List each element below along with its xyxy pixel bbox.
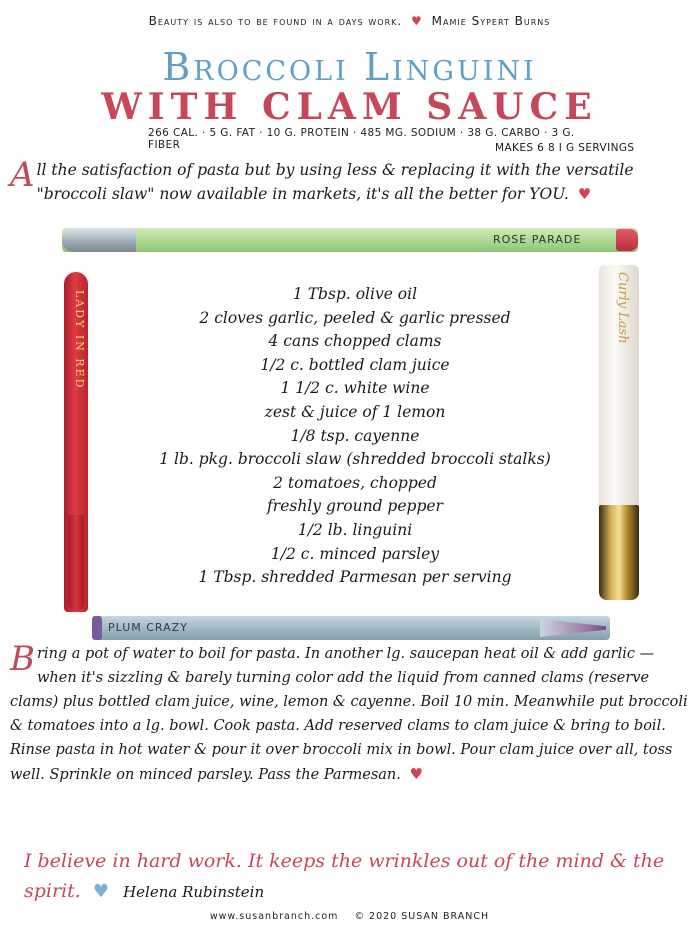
nutrition-info: 266 CAL. · 5 G. FAT · 10 G. PROTEIN · 485 MG. SODIUM · 38 G. CARBO · 3 G. FIBER <box>148 127 575 151</box>
directions-text: ring a pot of water to boil for pasta. In another lg. saucepan heat oil & add garlic — when it's sizzling & barely turning color add the liquid from canned clams (reserve clams) plus bottled clam juice, wine, lemon & cayenne. Boil 10 min. Meanwhile put broccoli & tomatoes into a lg. bowl. Cook pasta. Add reserved clams to clam juice & bring to boil. Rinse pasta in hot water & pour it over broccoli mix in bowl. Pour clam juice over all, toss well. Sprinkle on minced parsley. Pass the Parmesan. <box>10 646 688 783</box>
red-pencil-label: LADY IN RED <box>73 290 86 390</box>
intro-paragraph <box>10 155 690 206</box>
ingredient-item: 1/2 c. bottled clam juice <box>260 355 450 374</box>
ingredient-item: zest & juice of 1 lemon <box>264 402 446 421</box>
top-quote <box>0 14 699 28</box>
red-pencil-tip <box>68 515 84 611</box>
heart-icon: ♥ <box>411 14 423 28</box>
ingredient-item: 1 lb. pkg. broccoli slaw (shredded broccoli stalks) <box>159 450 551 469</box>
mascara-label: Curly Lash <box>615 272 630 344</box>
green-pencil-tip <box>616 229 638 251</box>
ingredient-item: 1/2 lb. linguini <box>297 520 413 539</box>
ingredient-list <box>120 283 590 590</box>
ingredient-item: 2 tomatoes, chopped <box>273 473 437 492</box>
top-quote-author: Mamie Sypert Burns <box>431 14 551 28</box>
title-line-1: Broccoli Linguini <box>162 45 537 89</box>
intro-text: ll the satisfaction of pasta but by using less & replacing it with the versatile "broccoli slaw" now available in markets, it's all the better for YOU. <box>36 161 634 203</box>
ingredient-item: 2 cloves garlic, peeled & garlic pressed <box>199 308 511 327</box>
title-line-2: WITH CLAM SAUCE <box>101 86 598 128</box>
heart-icon: ♥ <box>409 765 423 783</box>
heart-icon-blue: ♥ <box>92 881 110 902</box>
directions-dropcap: B <box>10 639 35 679</box>
mascara-gold-cap <box>599 505 639 600</box>
directions-paragraph <box>10 639 690 787</box>
footer-website: www.susanbranch.com <box>209 911 339 922</box>
ingredient-item: 1 Tbsp. olive oil <box>292 285 418 303</box>
ingredient-item: 1 Tbsp. shredded Parmesan per serving <box>198 568 512 587</box>
ingredient-item: 4 cans chopped clams <box>268 332 442 351</box>
ingredient-item: 1/8 tsp. cayenne <box>290 426 420 445</box>
footer-copyright: © 2020 SUSAN BRANCH <box>354 911 490 922</box>
ingredient-item: freshly ground pepper <box>267 497 443 516</box>
ingredient-item: 1 1/2 c. white wine <box>280 379 430 398</box>
purple-pencil-cap <box>92 616 102 640</box>
intro-dropcap: A <box>10 155 35 195</box>
top-quote-text: Beauty is also to be found in a days work. <box>148 14 403 28</box>
footer <box>0 911 699 922</box>
green-pencil-cap <box>62 228 136 252</box>
purple-pencil-label: PLUM CRAZY <box>108 621 188 634</box>
bottom-quote-text: I believe in hard work. It keeps the wrinkles out of the mind & the spirit. <box>24 850 665 902</box>
servings-info: MAKES 6 8 I G SERVINGS <box>495 142 635 154</box>
heart-icon: ♥ <box>577 185 592 203</box>
green-pencil-label: ROSE PARADE <box>493 233 582 246</box>
ingredient-item: 1/2 c. minced parsley <box>270 544 440 563</box>
bottom-quote <box>24 846 684 907</box>
bottom-quote-author: Helena Rubinstein <box>123 883 265 901</box>
